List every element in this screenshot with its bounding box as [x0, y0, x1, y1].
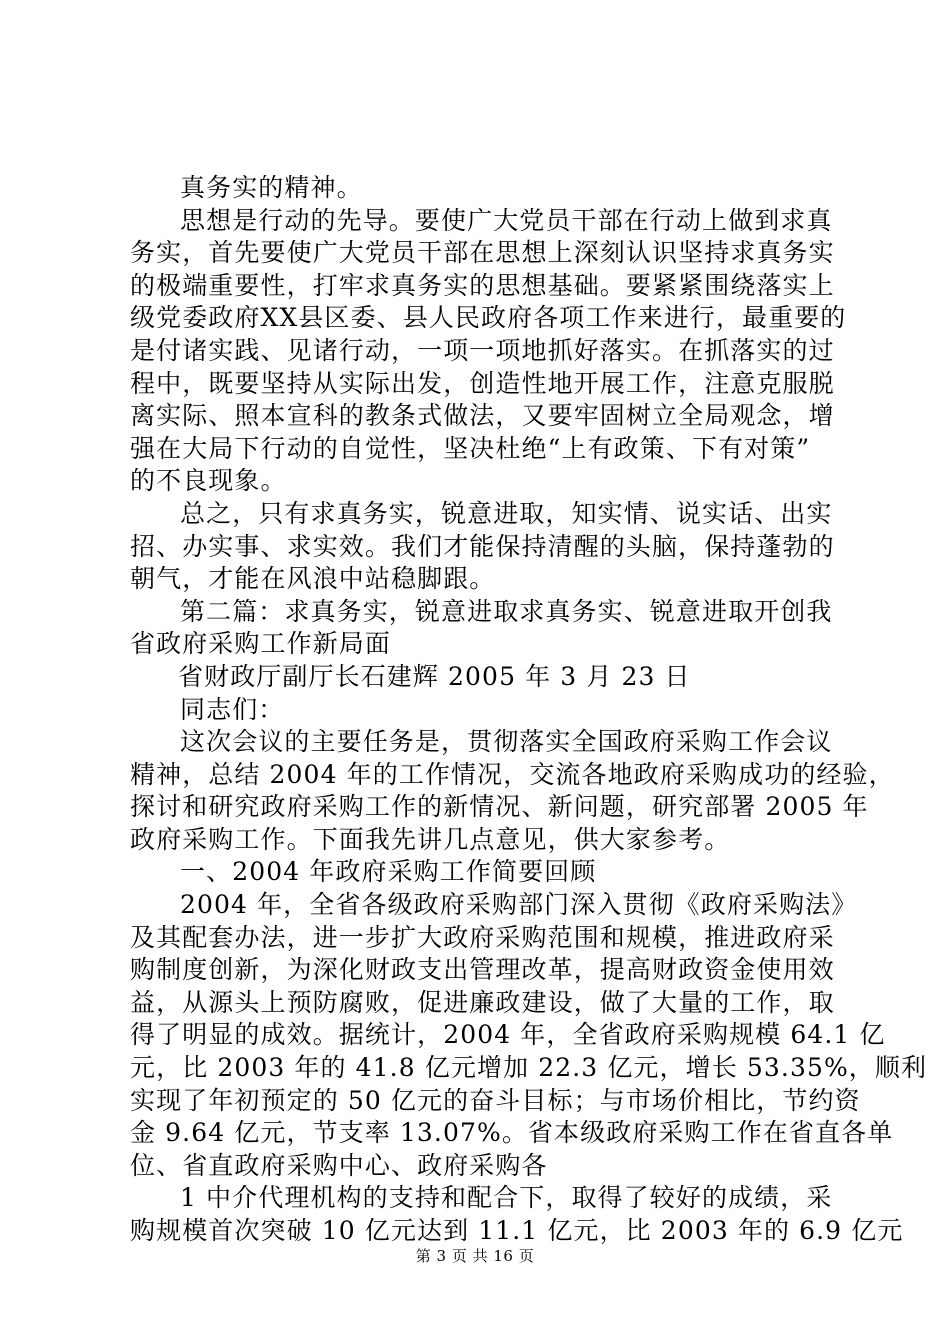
text-line: 精神，总结 2004 年的工作情况，交流各地政府采购成功的经验， [130, 759, 895, 789]
text-line: 真务实的精神。 [180, 173, 363, 202]
document-body [130, 172, 928, 1248]
text-line: 及其配套办法，进一步扩大政府采购范围和规模，推进政府采 [130, 922, 835, 952]
text-line: 购制度创新，为深化财政支出管理改革，提高财政资金使用效 [130, 955, 835, 985]
text-line: 强在大局下行动的自觉性，坚决杜绝“上有政策、下有对策” [130, 433, 811, 463]
text-line: 探讨和研究政府采购工作的新情况、新问题，研究部署 2005 年 [130, 792, 869, 822]
author-date-line: 省财政厅副厅长石建辉 2005 年 3 月 23 日 [178, 661, 691, 691]
text-line: 招、办实事、求实效。我们才能保持清醒的头脑，保持蓬勃的 [130, 531, 835, 561]
text-line: 级党委政府XX县区委、县人民政府各项工作来进行，最重要的 [130, 303, 847, 333]
text-line: 务实，首先要使广大党员干部在思想上深刻认识坚持求真务实 [130, 238, 835, 268]
text-line: 1 中介代理机构的支持和配合下，取得了较好的成绩，采 [180, 1183, 833, 1213]
text-line: 金 9.64 亿元，节支率 13.07%。省本级政府采购工作在省直各单 [130, 1118, 894, 1148]
text-line: 程中，既要坚持从实际出发，创造性地开展工作，注意克服脱 [130, 368, 835, 398]
text-line: 益，从源头上预防腐败，促进廉政建设，做了大量的工作，取 [130, 987, 835, 1017]
text-line: 离实际、照本宣科的教条式做法，又要牢固树立全局观念，增 [130, 401, 835, 431]
section-heading-line: 第二篇：求真务实，锐意进取求真务实、锐意进取开创我 [180, 596, 833, 626]
text-line: 朝气，才能在风浪中站稳脚跟。 [130, 564, 496, 594]
text-line: 元，比 2003 年的 41.8 亿元增加 22.3 亿元，增长 53.35%，顺利 [130, 1053, 928, 1083]
subsection-heading-line: 一、2004 年政府采购工作简要回顾 [180, 857, 597, 887]
page-number-footer: 第 3 页 共 16 页 [415, 1247, 535, 1265]
text-line: 的不良现象。 [130, 466, 287, 496]
text-line: 实现了年初预定的 50 亿元的奋斗目标；与市场价相比，节约资 [130, 1085, 861, 1115]
text-line: 得了明显的成效。据统计，2004 年，全省政府采购规模 64.1 亿 [130, 1020, 886, 1050]
section-heading-line: 省政府采购工作新局面 [130, 629, 392, 659]
text-line: 思想是行动的先导。要使广大党员干部在行动上做到求真 [180, 205, 833, 235]
text-line: 政府采购工作。下面我先讲几点意见，供大家参考。 [130, 824, 731, 854]
text-line: 2004 年，全省各级政府采购部门深入贯彻《政府采购法》 [180, 890, 858, 920]
text-line: 购规模首次突破 10 亿元达到 11.1 亿元，比 2003 年的 6.9 亿元 [130, 1216, 904, 1245]
text-line: 位、省直政府采购中心、政府采购各 [130, 1150, 548, 1180]
text-line: 是付诸实践、见诸行动，一项一项地抓好落实。在抓落实的过 [130, 335, 835, 365]
text-line: 的极端重要性，打牢求真务实的思想基础。要紧紧围绕落实上 [130, 270, 835, 300]
text-line: 这次会议的主要任务是，贯彻落实全国政府采购工作会议 [180, 727, 833, 757]
salutation-line: 同志们： [180, 694, 285, 724]
text-line: 总之，只有求真务实，锐意进取，知实情、说实话、出实 [180, 498, 833, 528]
